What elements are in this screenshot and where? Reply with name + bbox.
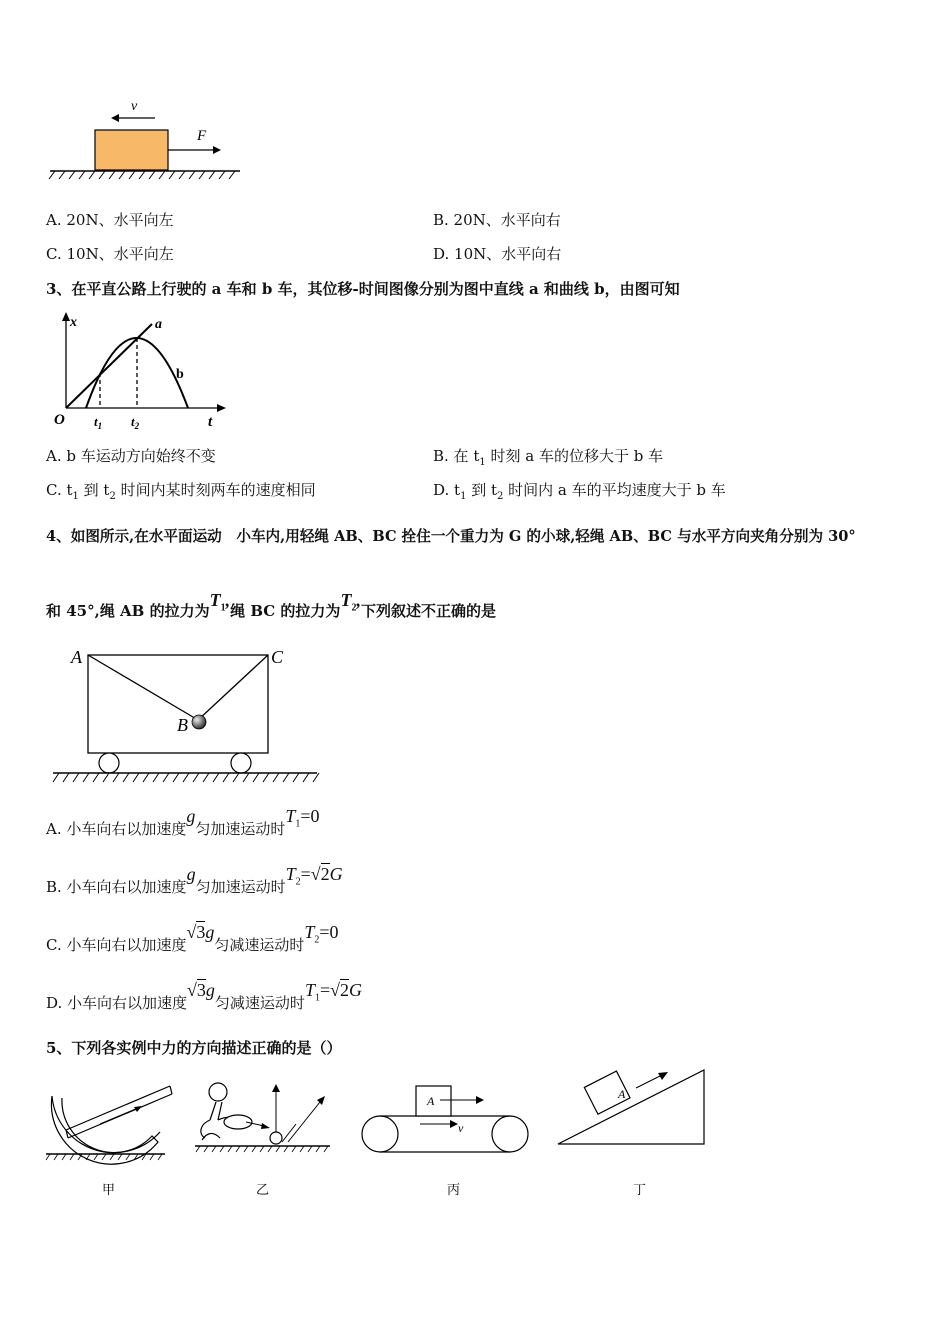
velocity-label: v [131,99,138,114]
t1-label: $t_1$ [94,414,103,431]
belt-box-label: A [427,1094,435,1108]
figure-ding [558,1070,704,1144]
q2-option-d: D. 10N、水平向右 [433,245,562,263]
q4-option-d: D. 小车向右以加速度√3g匀减速运动时$T_1=√2G$ [46,980,362,1012]
q2-option-b: B. 20N、水平向右 [433,211,561,229]
caption-bing: 丙 [447,1182,461,1197]
caption-ding: 丁 [633,1182,647,1197]
q5-figures [40,1062,720,1202]
belt-velocity-label: v [458,1121,464,1135]
incline-box-label: A [618,1087,626,1101]
point-b-label: B [177,715,188,735]
line-a-label: a [155,317,162,332]
q4-option-a: A. 小车向右以加速度g匀加速运动时$T_1=0$ [46,806,320,838]
t2-symbol: $T_2$, [340,590,361,614]
q3-xt-graph [48,308,238,433]
block-force-figure [45,95,245,185]
q3-stem: 3、在平直公路上行驶的 a 车和 b 车，其位移-时间图像分别为图中直线 a 和曲线 b，由图可知 [46,280,680,298]
q4-stem-line1: 4、如图所示,在水平面运动 小车内,用轻绳 AB、BC 拴住一个重力为 G 的小球,轻绳 AB、BC 与水平方向夹角分别为 30° [46,528,856,545]
q4-option-b: B. 小车向右以加速度g匀加速运动时$T_2=√2G$ [46,864,343,896]
figure-bing [362,1086,528,1152]
q4-cart-figure [45,645,325,790]
q5-stem: 5、下列各实例中力的方向描述正确的是（） [46,1039,342,1057]
q4-stem-line2: 和 45°,绳 AB 的拉力为$T_1$,绳 BC 的拉力为$T_2$,下列叙述不正确的是 [46,590,496,620]
force-label: F [197,128,207,144]
q4-option-c: C. 小车向右以加速度√3g匀减速运动时$T_2=0$ [46,922,339,954]
curve-b-label: b [176,367,184,382]
q2-option-c: C. 10N、水平向左 [46,245,174,263]
point-a-label: A [71,647,82,667]
t2-label: $t_2$ [131,414,140,431]
q3-option-b: B. 在 $t_1$ 时刻 a 车的位移大于 b 车 [433,447,664,468]
t1-symbol: $T_1$, [209,590,231,614]
origin-label: O [54,412,65,428]
figure-yi [195,1083,330,1152]
caption-yi: 乙 [256,1182,270,1197]
q3-option-d: D. $t_1$ 到 $t_2$ 时间内 a 车的平均速度大于 b 车 [433,481,726,502]
point-c-label: C [271,647,284,667]
caption-jia: 甲 [102,1182,116,1197]
q3-option-a: A. b 车运动方向始终不变 [46,447,216,465]
q3-option-c: C. $t_1$ 到 $t_2$ 时间内某时刻两车的速度相同 [46,481,316,502]
t-axis-label: t [208,414,213,430]
figure-jia [46,1086,172,1164]
q2-option-a: A. 20N、水平向左 [46,211,174,229]
x-axis-label: x [70,315,77,330]
